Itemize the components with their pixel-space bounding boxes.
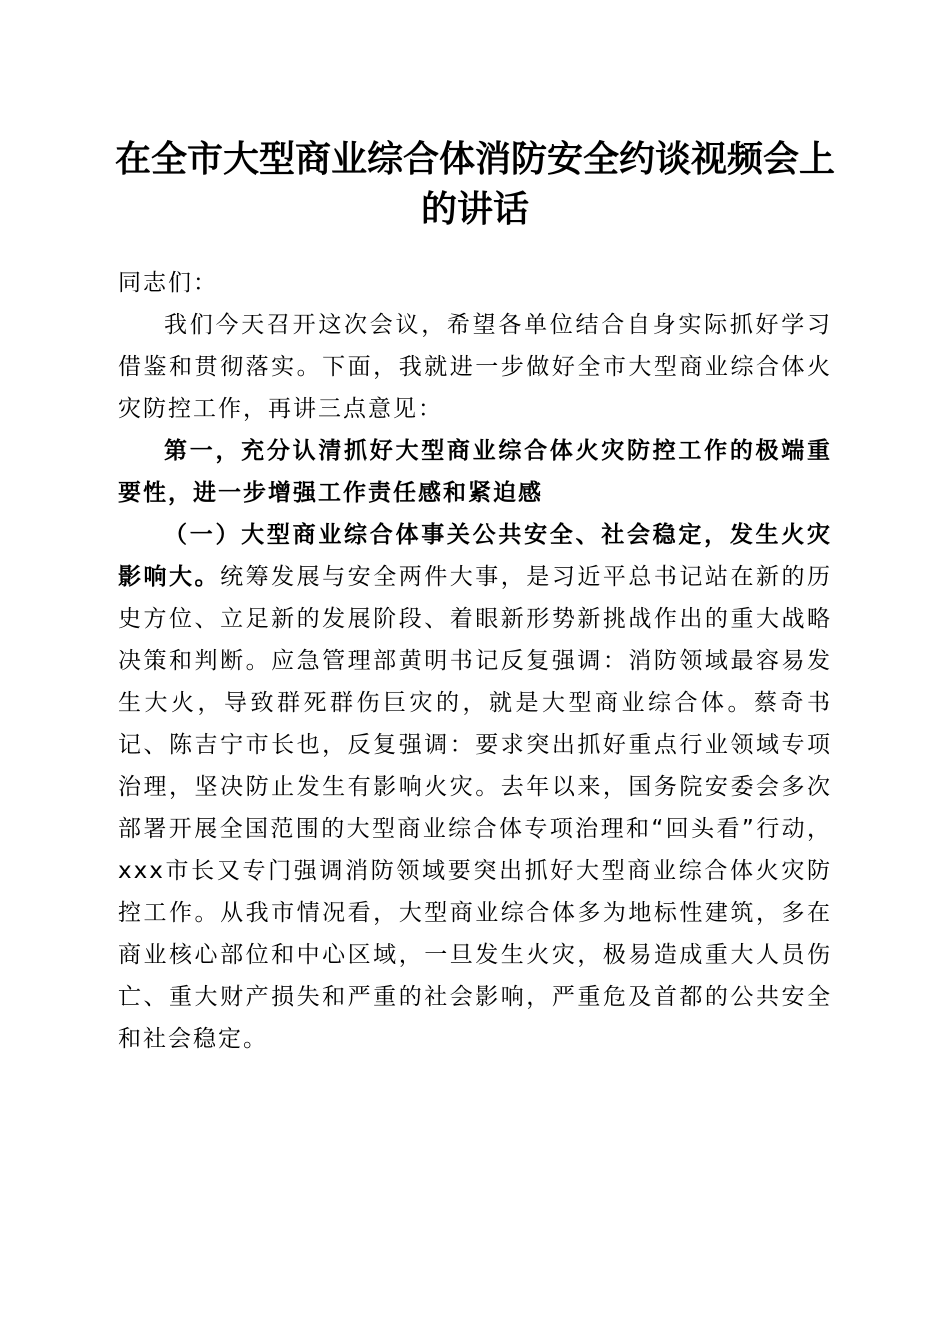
subsection-1-paragraph bbox=[118, 514, 832, 1060]
intro-paragraph: 我们今天召开这次会议，希望各单位结合自身实际抓好学习借鉴和贯彻落实。下面，我就进一步做好全市大型商业综合体火灾防控工作，再讲三点意见： bbox=[118, 312, 832, 422]
section-1-heading: 第一，充分认清抓好大型商业综合体火灾防控工作的极端重要性，进一步增强工作责任感和紧迫感 bbox=[118, 438, 832, 506]
document-title: 在全市大型商业综合体消防安全约谈视频会上的讲话 bbox=[114, 138, 835, 230]
document-body bbox=[118, 262, 832, 1060]
salutation: 同志们： bbox=[118, 270, 218, 296]
subsection-1-lead: （一）大型商业综合体事关公共安全、社会稳定，发生火灾影响大。 bbox=[118, 522, 832, 590]
subsection-1-body: 统筹发展与安全两件大事，是习近平总书记站在新的历史方位、立足新的发展阶段、着眼新形势新挑战作出的重大战略决策和判断。应急管理部黄明书记反复强调：消防领域最容易发生大火，导致群死群伤巨灾的，就是大型商业综合体。蔡奇书记、陈吉宁市长也，反复强调：要求突出抓好重点行业领域专项治理，坚决防止发生有影响火灾。去年以来，国务院安委会多次部署开展全国范围的大型商业综合体专项治理和“回头看”行动，xxx市长又专门强调消防领域要突出抓好大型商业综合体火灾防控工作。从我市情况看，大型商业综合体多为地标性建筑，多在商业核心部位和中心区域，一旦发生火灾，极易造成重大人员伤亡、重大财产损失和严重的社会影响，严重危及首都的公共安全和社会稳定。 bbox=[118, 564, 833, 1052]
